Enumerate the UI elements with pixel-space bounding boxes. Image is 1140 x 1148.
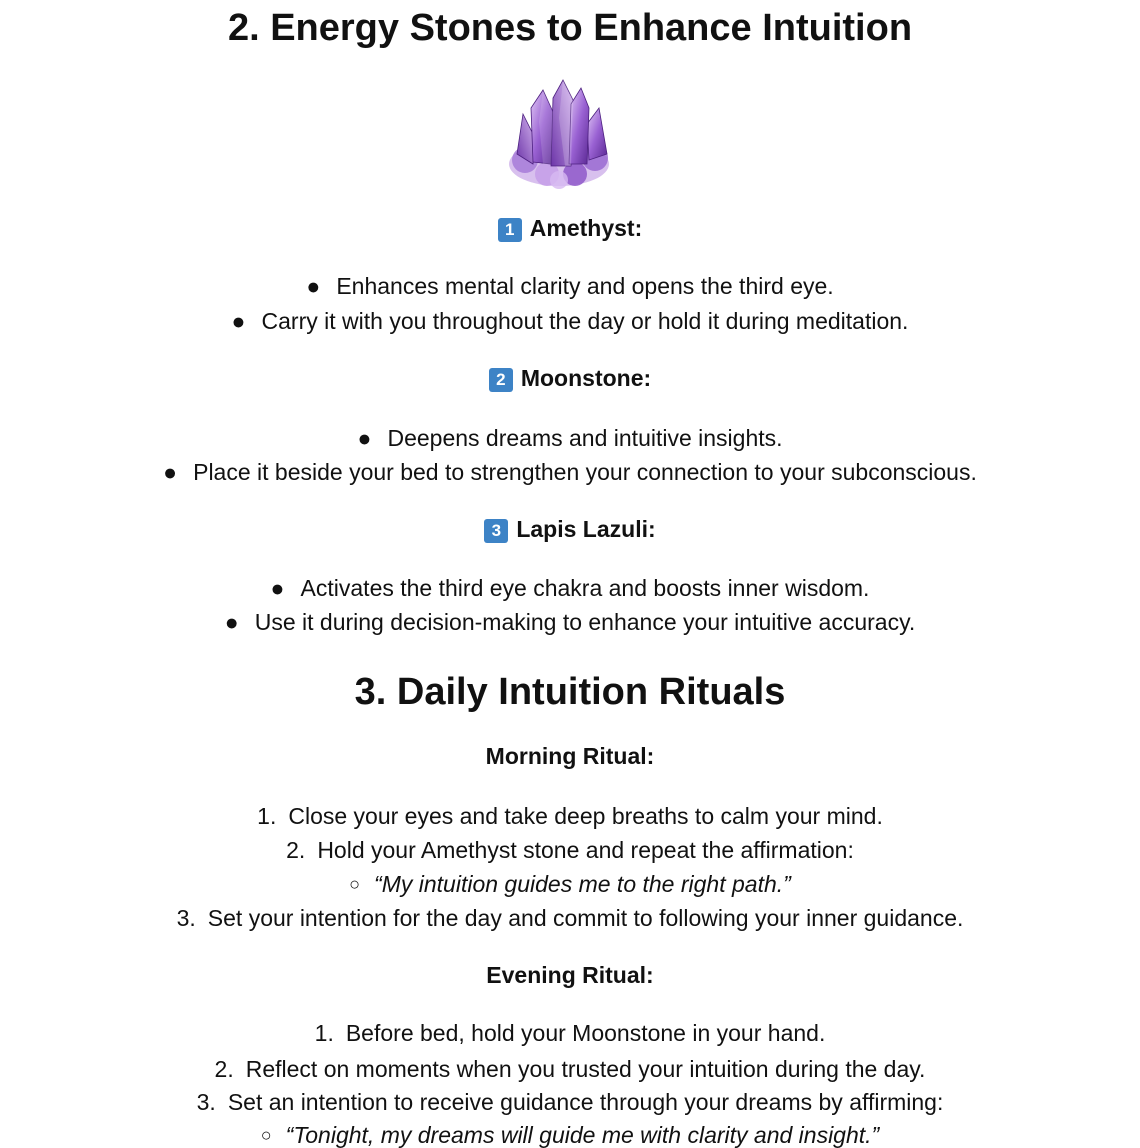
- keycap-1-icon: 1: [498, 218, 522, 242]
- list-item-text: Use it during decision-making to enhance your intuitive accuracy.: [254, 609, 916, 635]
- keycap-3-icon: 3: [484, 519, 508, 543]
- stone-name: Moonstone:: [520, 365, 652, 391]
- circle-bullet-icon: ○: [260, 1125, 272, 1145]
- amethyst-crystal-icon: [503, 78, 613, 190]
- bullet-icon: ●: [306, 273, 321, 299]
- evening-ritual-heading: Evening Ritual:: [486, 962, 654, 988]
- stone-name: Lapis Lazuli:: [516, 516, 656, 542]
- list-item: [0, 1022, 1140, 1045]
- list-item-text: Close your eyes and take deep breaths to calm your mind.: [288, 803, 883, 829]
- bullet-icon: ●: [224, 609, 239, 635]
- list-item-text: Reflect on moments when you trusted your intuition during the day.: [245, 1056, 926, 1082]
- section-3-title: 3. Daily Intuition Rituals: [354, 671, 786, 713]
- list-item-text: Hold your Amethyst stone and repeat the affirmation:: [317, 837, 854, 863]
- section-2-title: 2. Energy Stones to Enhance Intuition: [227, 7, 913, 49]
- circle-bullet-icon: ○: [349, 874, 361, 894]
- list-item: [0, 611, 1140, 634]
- list-number: 2.: [286, 837, 306, 863]
- list-item-text: Enhances mental clarity and opens the third eye.: [336, 273, 834, 299]
- list-item: [0, 577, 1140, 600]
- keycap-2-icon: 2: [489, 368, 513, 392]
- list-item: [0, 275, 1140, 298]
- list-number: 3.: [196, 1089, 216, 1115]
- list-item: [0, 427, 1140, 450]
- stone-heading-amethyst: [0, 217, 1140, 242]
- list-number: 3.: [176, 905, 196, 931]
- stone-heading-lapis-lazuli: [0, 518, 1140, 543]
- bullet-icon: ●: [163, 459, 178, 485]
- list-item: [0, 461, 1140, 484]
- list-number: 2.: [214, 1056, 234, 1082]
- list-item: [0, 839, 1140, 862]
- list-item: [0, 805, 1140, 828]
- list-item: [0, 907, 1140, 930]
- list-item-text: Deepens dreams and intuitive insights.: [387, 425, 783, 451]
- list-item: [0, 1091, 1140, 1114]
- bullet-icon: ●: [270, 575, 285, 601]
- list-item-text: Before bed, hold your Moonstone in your hand.: [345, 1020, 826, 1046]
- affirmation-item: [0, 873, 1140, 896]
- list-item-text: Set an intention to receive guidance through your dreams by affirming:: [227, 1089, 944, 1115]
- stone-heading-moonstone: [0, 367, 1140, 392]
- list-item: [0, 1058, 1140, 1081]
- stone-name: Amethyst:: [529, 215, 643, 241]
- list-number: 1.: [314, 1020, 334, 1046]
- list-item-text: Carry it with you throughout the day or hold it during meditation.: [261, 308, 909, 334]
- list-item-text: Set your intention for the day and commit to following your inner guidance.: [207, 905, 964, 931]
- morning-ritual-heading: Morning Ritual:: [485, 743, 655, 769]
- list-item-text: Place it beside your bed to strengthen your connection to your subconscious.: [193, 459, 977, 485]
- list-number: 1.: [257, 803, 277, 829]
- affirmation-item: [0, 1124, 1140, 1147]
- list-item-text: Activates the third eye chakra and boosts inner wisdom.: [300, 575, 870, 601]
- affirmation-text: “My intuition guides me to the right path.”: [374, 871, 791, 897]
- bullet-icon: ●: [357, 425, 372, 451]
- affirmation-text: “Tonight, my dreams will guide me with clarity and insight.”: [285, 1122, 880, 1148]
- list-item: [0, 310, 1140, 333]
- bullet-icon: ●: [231, 308, 246, 334]
